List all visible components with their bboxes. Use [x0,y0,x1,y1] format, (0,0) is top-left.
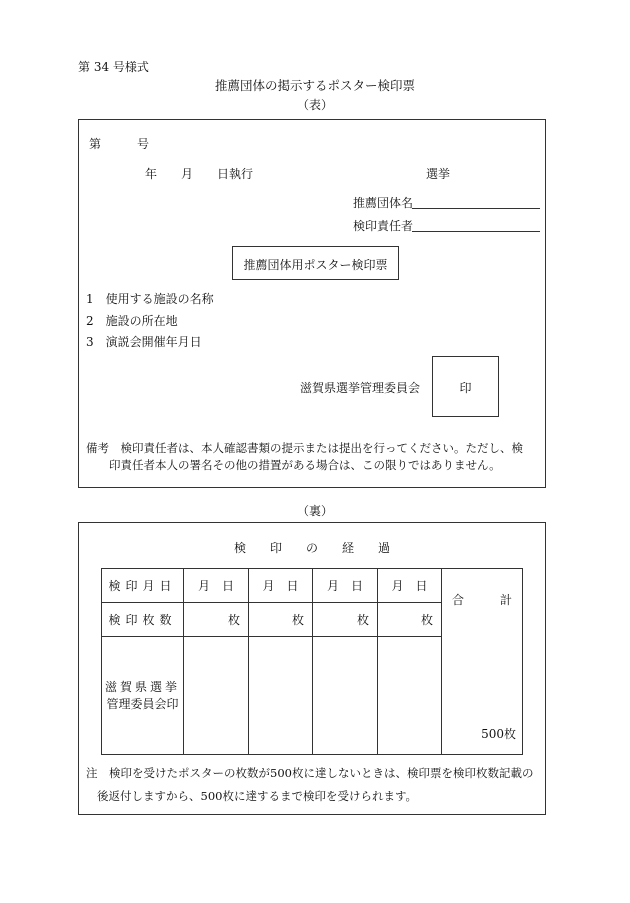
badge-label: 推薦団体用ポスター検印票 [243,258,388,272]
front-label: （表） [296,98,333,112]
total-value: 500枚 [481,727,516,741]
back-note-line2: 後返付しますから、500枚に達するまで検印を受けられます。 [97,789,418,803]
page-title: 推薦団体の掲示するポスター検印票 [214,78,415,93]
item-3: 3 演説会開催年月日 [86,335,202,349]
org-name-label: 推薦団体名 [353,196,414,210]
inspector-field[interactable] [412,231,540,232]
election-label: 選挙 [426,167,451,181]
date-cell-4[interactable]: 月 日 [378,569,442,603]
inspection-table [101,568,523,755]
seal-cell-4[interactable] [378,637,442,755]
date-label: 年 月 日執行 [145,167,254,181]
seal-cell-2[interactable] [249,637,313,755]
form-number: 第 34 号様式 [78,60,149,74]
seal-row-label [102,637,184,755]
committee-label: 滋賀県選挙管理委員会 [300,381,421,395]
front-note-line1: 備考 検印責任者は、本人確認書類の提示または提出を行ってください。ただし、検 [86,441,523,455]
date-cell-1[interactable]: 月 日 [184,569,249,603]
date-cell-2[interactable]: 月 日 [249,569,313,603]
count-cell-4[interactable]: 枚 [378,603,442,637]
front-note-line2: 印責任者本人の署名その他の措置がある場合は、この限りではありません。 [109,458,501,472]
back-note-line1: 注 検印を受けたポスターの枚数が500枚に達しないときは、検印票を検印枚数記載の [86,766,534,780]
count-cell-1[interactable]: 枚 [184,603,249,637]
total-label: 合 計 [451,593,512,607]
inspector-label: 検印責任者 [353,219,414,233]
seal-label: 印 [459,381,472,395]
count-cell-2[interactable]: 枚 [249,603,313,637]
count-cell-3[interactable]: 枚 [313,603,378,637]
date-cell-3[interactable]: 月 日 [313,569,378,603]
back-label: （裏） [296,504,333,518]
back-heading: 検 印 の 経 過 [233,541,390,555]
row-count-label: 検印枚数 [102,603,184,637]
total-cell [442,569,523,755]
seal-cell-3[interactable] [313,637,378,755]
item-1: 1 使用する施設の名称 [86,292,214,306]
seal-row-label-line2: 管理委員会印 [106,696,179,711]
seal-row-label-line1: 滋賀県選挙 [104,679,180,694]
seal-cell-1[interactable] [184,637,249,755]
number-label: 第 号 [89,137,150,151]
org-name-field[interactable] [412,208,540,209]
row-date-label: 検印月日 [102,569,184,603]
item-2: 2 施設の所在地 [86,314,178,328]
